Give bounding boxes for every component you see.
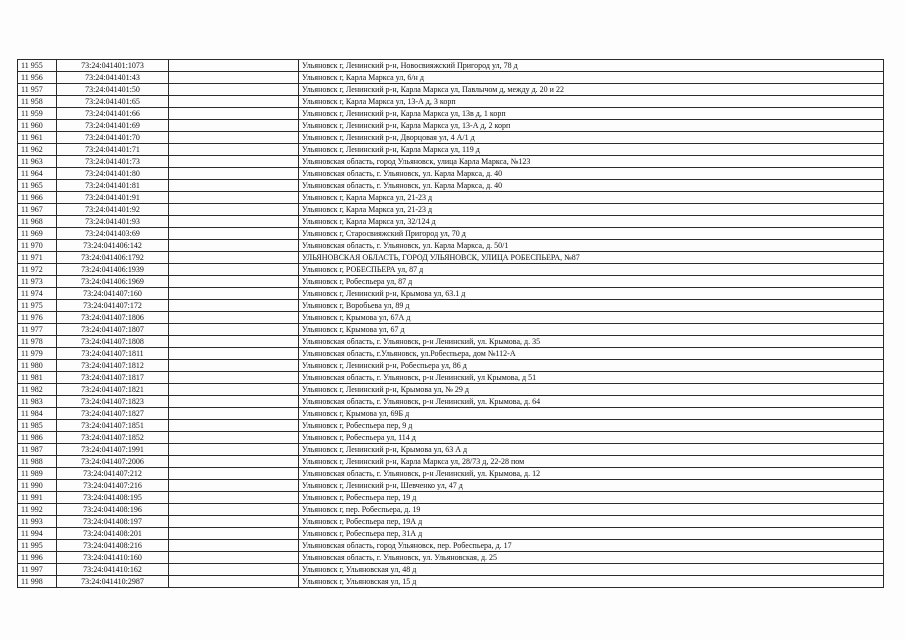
- table-row: [18, 384, 884, 396]
- table-row: [18, 444, 884, 456]
- row-number: 11 968: [18, 216, 57, 228]
- address: Ульяновск г, Ленинский р-н, Шевченко ул, 47 д: [299, 480, 884, 492]
- table-row: [18, 408, 884, 420]
- row-number: 11 979: [18, 348, 57, 360]
- empty-cell: [169, 564, 299, 576]
- empty-cell: [169, 300, 299, 312]
- table-row: [18, 168, 884, 180]
- cadastral-number: 73:24:041407:1807: [57, 324, 169, 336]
- row-number: 11 957: [18, 84, 57, 96]
- row-number: 11 974: [18, 288, 57, 300]
- address: Ульяновск г, Ленинский р-н, Карла Маркса ул, 13-А д, 2 корп: [299, 120, 884, 132]
- empty-cell: [169, 516, 299, 528]
- cadastral-number: 73:24:041401:73: [57, 156, 169, 168]
- row-number: 11 972: [18, 264, 57, 276]
- cadastral-number: 73:24:041407:1991: [57, 444, 169, 456]
- cadastral-number: 73:24:041407:2006: [57, 456, 169, 468]
- table-row: [18, 324, 884, 336]
- cadastral-number: 73:24:041407:1808: [57, 336, 169, 348]
- empty-cell: [169, 120, 299, 132]
- table-row: [18, 228, 884, 240]
- table-row: [18, 492, 884, 504]
- table-row: [18, 504, 884, 516]
- table-row: [18, 144, 884, 156]
- address: Ульяновск г, Ленинский р-н, Робеспьера ул, 86 д: [299, 360, 884, 372]
- table-row: [18, 156, 884, 168]
- cadastral-number: 73:24:041401:91: [57, 192, 169, 204]
- empty-cell: [169, 504, 299, 516]
- address: Ульяновск г, Карла Маркса ул, 6/н д: [299, 72, 884, 84]
- row-number: 11 978: [18, 336, 57, 348]
- cadastral-number: 73:24:041401:65: [57, 96, 169, 108]
- empty-cell: [169, 540, 299, 552]
- register-body: [18, 60, 884, 588]
- address: Ульяновск г, Ленинский р-н, Карла Маркса ул, 13в д, 1 корп: [299, 108, 884, 120]
- empty-cell: [169, 60, 299, 72]
- empty-cell: [169, 492, 299, 504]
- table-row: [18, 288, 884, 300]
- row-number: 11 973: [18, 276, 57, 288]
- empty-cell: [169, 576, 299, 588]
- cadastral-number: 73:24:041410:2987: [57, 576, 169, 588]
- cadastral-number: 73:24:041406:1969: [57, 276, 169, 288]
- empty-cell: [169, 132, 299, 144]
- table-row: [18, 252, 884, 264]
- empty-cell: [169, 384, 299, 396]
- empty-cell: [169, 348, 299, 360]
- cadastral-number: 73:24:041407:1811: [57, 348, 169, 360]
- table-row: [18, 300, 884, 312]
- cadastral-number: 73:24:041401:71: [57, 144, 169, 156]
- table-row: [18, 480, 884, 492]
- address: Ульяновск г, Крымова ул, 67 д: [299, 324, 884, 336]
- cadastral-number: 73:24:041407:212: [57, 468, 169, 480]
- cadastral-number: 73:24:041403:69: [57, 228, 169, 240]
- table-row: [18, 396, 884, 408]
- empty-cell: [169, 420, 299, 432]
- empty-cell: [169, 228, 299, 240]
- empty-cell: [169, 336, 299, 348]
- empty-cell: [169, 432, 299, 444]
- address: Ульяновск г, Ленинский р-н, Новосвияжский Пригород ул, 78 д: [299, 60, 884, 72]
- address: Ульяновская область, г. Ульяновск, ул. Ульяновская, д. 25: [299, 552, 884, 564]
- row-number: 11 998: [18, 576, 57, 588]
- cadastral-number: 73:24:041410:160: [57, 552, 169, 564]
- empty-cell: [169, 552, 299, 564]
- table-row: [18, 264, 884, 276]
- row-number: 11 970: [18, 240, 57, 252]
- row-number: 11 977: [18, 324, 57, 336]
- table-row: [18, 576, 884, 588]
- cadastral-number: 73:24:041407:1817: [57, 372, 169, 384]
- row-number: 11 975: [18, 300, 57, 312]
- address: Ульяновск г, Робеспьера пер, 19А д: [299, 516, 884, 528]
- empty-cell: [169, 240, 299, 252]
- address: Ульяновск г, Карла Маркса ул, 32/124 д: [299, 216, 884, 228]
- empty-cell: [169, 168, 299, 180]
- empty-cell: [169, 480, 299, 492]
- address: Ульяновск г, Карла Маркса ул, 21-23 д: [299, 192, 884, 204]
- row-number: 11 995: [18, 540, 57, 552]
- address: Ульяновск г, Ленинский р-н, Крымова ул, 63.1 д: [299, 288, 884, 300]
- cadastral-number: 73:24:041406:1939: [57, 264, 169, 276]
- address: Ульяновская область, г. Ульяновск, р-н Ленинский, ул Крымова, д 51: [299, 372, 884, 384]
- table-row: [18, 204, 884, 216]
- table-row: [18, 192, 884, 204]
- empty-cell: [169, 180, 299, 192]
- address: Ульяновск г, Ленинский р-н, Крымова ул, № 29 д: [299, 384, 884, 396]
- cadastral-number: 73:24:041406:1792: [57, 252, 169, 264]
- cadastral-number: 73:24:041401:1073: [57, 60, 169, 72]
- empty-cell: [169, 264, 299, 276]
- row-number: 11 969: [18, 228, 57, 240]
- table-row: [18, 456, 884, 468]
- row-number: 11 966: [18, 192, 57, 204]
- row-number: 11 980: [18, 360, 57, 372]
- cadastral-number: 73:24:041401:69: [57, 120, 169, 132]
- cadastral-number: 73:24:041401:43: [57, 72, 169, 84]
- empty-cell: [169, 360, 299, 372]
- row-number: 11 965: [18, 180, 57, 192]
- cadastral-number: 73:24:041407:216: [57, 480, 169, 492]
- cadastral-number: 73:24:041408:195: [57, 492, 169, 504]
- row-number: 11 976: [18, 312, 57, 324]
- cadastral-number: 73:24:041401:66: [57, 108, 169, 120]
- cadastral-number: 73:24:041407:1812: [57, 360, 169, 372]
- address: Ульяновск г, Карла Маркса ул, 13-А д, 3 корп: [299, 96, 884, 108]
- empty-cell: [169, 252, 299, 264]
- cadastral-number: 73:24:041401:81: [57, 180, 169, 192]
- cadastral-number: 73:24:041401:50: [57, 84, 169, 96]
- row-number: 11 984: [18, 408, 57, 420]
- row-number: 11 990: [18, 480, 57, 492]
- row-number: 11 988: [18, 456, 57, 468]
- empty-cell: [169, 216, 299, 228]
- cadastral-number: 73:24:041407:1823: [57, 396, 169, 408]
- row-number: 11 971: [18, 252, 57, 264]
- table-row: [18, 360, 884, 372]
- address: Ульяновская область, г. Ульяновск, ул. Карла Маркса, д. 40: [299, 168, 884, 180]
- address: Ульяновск г, Робеспьера пер, 31А д: [299, 528, 884, 540]
- address: Ульяновск г, Робеспьера ул, 87 д: [299, 276, 884, 288]
- table-row: [18, 420, 884, 432]
- address: Ульяновская область, г. Ульяновск, ул. Карла Маркса, д. 40: [299, 180, 884, 192]
- table-row: [18, 276, 884, 288]
- table-row: [18, 180, 884, 192]
- address: УЛЬЯНОВСКАЯ ОБЛАСТЬ, ГОРОД УЛЬЯНОВСК, УЛИЦА РОБЕСПЬЕРА, №87: [299, 252, 884, 264]
- empty-cell: [169, 372, 299, 384]
- cadastral-number: 73:24:041407:1852: [57, 432, 169, 444]
- table-row: [18, 516, 884, 528]
- address: Ульяновская область, г. Ульяновск, р-н Ленинский, ул. Крымова, д. 35: [299, 336, 884, 348]
- empty-cell: [169, 396, 299, 408]
- address: Ульяновск г, Робеспьера пер, 19 д: [299, 492, 884, 504]
- cadastral-number: 73:24:041407:1827: [57, 408, 169, 420]
- address: Ульяновск г, пер. Робеспьера, д. 19: [299, 504, 884, 516]
- row-number: 11 955: [18, 60, 57, 72]
- row-number: 11 983: [18, 396, 57, 408]
- table-row: [18, 528, 884, 540]
- row-number: 11 958: [18, 96, 57, 108]
- table-row: [18, 564, 884, 576]
- table-row: [18, 240, 884, 252]
- empty-cell: [169, 444, 299, 456]
- empty-cell: [169, 408, 299, 420]
- table-row: [18, 540, 884, 552]
- address: Ульяновск г, Крымова ул, 69Б д: [299, 408, 884, 420]
- table-row: [18, 372, 884, 384]
- row-number: 11 993: [18, 516, 57, 528]
- address: Ульяновск г, РОБЕСПЬЕРА ул, 87 д: [299, 264, 884, 276]
- table-row: [18, 336, 884, 348]
- row-number: 11 994: [18, 528, 57, 540]
- address: Ульяновск г, Ленинский р-н, Карла Маркса ул, 28/73 д, 22-28 пом: [299, 456, 884, 468]
- address: Ульяновская область, город Ульяновск, улица Карла Маркса, №123: [299, 156, 884, 168]
- empty-cell: [169, 276, 299, 288]
- address: Ульяновск г, Крымова ул, 67А д: [299, 312, 884, 324]
- table-row: [18, 72, 884, 84]
- empty-cell: [169, 96, 299, 108]
- row-number: 11 982: [18, 384, 57, 396]
- empty-cell: [169, 468, 299, 480]
- empty-cell: [169, 108, 299, 120]
- cadastral-register-table: [17, 59, 884, 588]
- table-row: [18, 432, 884, 444]
- empty-cell: [169, 144, 299, 156]
- cadastral-number: 73:24:041401:70: [57, 132, 169, 144]
- row-number: 11 996: [18, 552, 57, 564]
- row-number: 11 962: [18, 144, 57, 156]
- empty-cell: [169, 204, 299, 216]
- empty-cell: [169, 84, 299, 96]
- row-number: 11 960: [18, 120, 57, 132]
- cadastral-number: 73:24:041401:92: [57, 204, 169, 216]
- cadastral-number: 73:24:041407:172: [57, 300, 169, 312]
- row-number: 11 956: [18, 72, 57, 84]
- table-row: [18, 468, 884, 480]
- address: Ульяновск г, Ленинский р-н, Карла Маркса ул, Павлычом д, между д. 20 и 22: [299, 84, 884, 96]
- table-row: [18, 216, 884, 228]
- empty-cell: [169, 72, 299, 84]
- row-number: 11 986: [18, 432, 57, 444]
- table-row: [18, 132, 884, 144]
- row-number: 11 959: [18, 108, 57, 120]
- empty-cell: [169, 312, 299, 324]
- address: Ульяновск г, Карла Маркса ул, 21-23 д: [299, 204, 884, 216]
- cadastral-number: 73:24:041407:1851: [57, 420, 169, 432]
- cadastral-number: 73:24:041408:197: [57, 516, 169, 528]
- row-number: 11 992: [18, 504, 57, 516]
- cadastral-number: 73:24:041407:1806: [57, 312, 169, 324]
- cadastral-number: 73:24:041406:142: [57, 240, 169, 252]
- row-number: 11 981: [18, 372, 57, 384]
- empty-cell: [169, 192, 299, 204]
- row-number: 11 963: [18, 156, 57, 168]
- empty-cell: [169, 156, 299, 168]
- row-number: 11 989: [18, 468, 57, 480]
- cadastral-number: 73:24:041410:162: [57, 564, 169, 576]
- empty-cell: [169, 528, 299, 540]
- address: Ульяновск г, Ленинский р-н, Карла Маркса ул, 119 д: [299, 144, 884, 156]
- address: Ульяновск г, Робеспьера ул, 114 д: [299, 432, 884, 444]
- address: Ульяновск г, Робеспьера пер, 9 д: [299, 420, 884, 432]
- table-row: [18, 96, 884, 108]
- row-number: 11 985: [18, 420, 57, 432]
- table-row: [18, 552, 884, 564]
- table-row: [18, 312, 884, 324]
- cadastral-number: 73:24:041407:1821: [57, 384, 169, 396]
- cadastral-number: 73:24:041401:93: [57, 216, 169, 228]
- cadastral-number: 73:24:041401:80: [57, 168, 169, 180]
- cadastral-number: 73:24:041408:216: [57, 540, 169, 552]
- table-row: [18, 348, 884, 360]
- table-row: [18, 84, 884, 96]
- table-row: [18, 108, 884, 120]
- row-number: 11 961: [18, 132, 57, 144]
- table-row: [18, 120, 884, 132]
- empty-cell: [169, 456, 299, 468]
- address: Ульяновская область, г. Ульяновск, ул. Карла Маркса, д. 50/1: [299, 240, 884, 252]
- address: Ульяновск г, Ленинский р-н, Крымова ул, 63 А д: [299, 444, 884, 456]
- address: Ульяновск г, Ульяновская ул, 15 д: [299, 576, 884, 588]
- empty-cell: [169, 324, 299, 336]
- address: Ульяновск г, Старосвияжский Пригород ул, 70 д: [299, 228, 884, 240]
- row-number: 11 991: [18, 492, 57, 504]
- row-number: 11 964: [18, 168, 57, 180]
- address: Ульяновская область, г. Ульяновск, р-н Ленинский, ул. Крымова, д. 64: [299, 396, 884, 408]
- cadastral-number: 73:24:041408:196: [57, 504, 169, 516]
- address: Ульяновская область, г. Ульяновск, р-н Ленинский, ул. Крымова, д. 12: [299, 468, 884, 480]
- address: Ульяновск г, Ленинский р-н, Дворцовая ул, 4 А/1 д: [299, 132, 884, 144]
- row-number: 11 967: [18, 204, 57, 216]
- address: Ульяновская область, город Ульяновск, пер. Робеспьера, д. 17: [299, 540, 884, 552]
- address: Ульяновская область, г.Ульяновск, ул.Робеспьера, дом №112-А: [299, 348, 884, 360]
- address: Ульяновск г, Ульяновская ул, 48 д: [299, 564, 884, 576]
- row-number: 11 987: [18, 444, 57, 456]
- empty-cell: [169, 288, 299, 300]
- row-number: 11 997: [18, 564, 57, 576]
- cadastral-number: 73:24:041408:201: [57, 528, 169, 540]
- table-row: [18, 60, 884, 72]
- address: Ульяновск г, Воробьева ул, 89 д: [299, 300, 884, 312]
- cadastral-number: 73:24:041407:160: [57, 288, 169, 300]
